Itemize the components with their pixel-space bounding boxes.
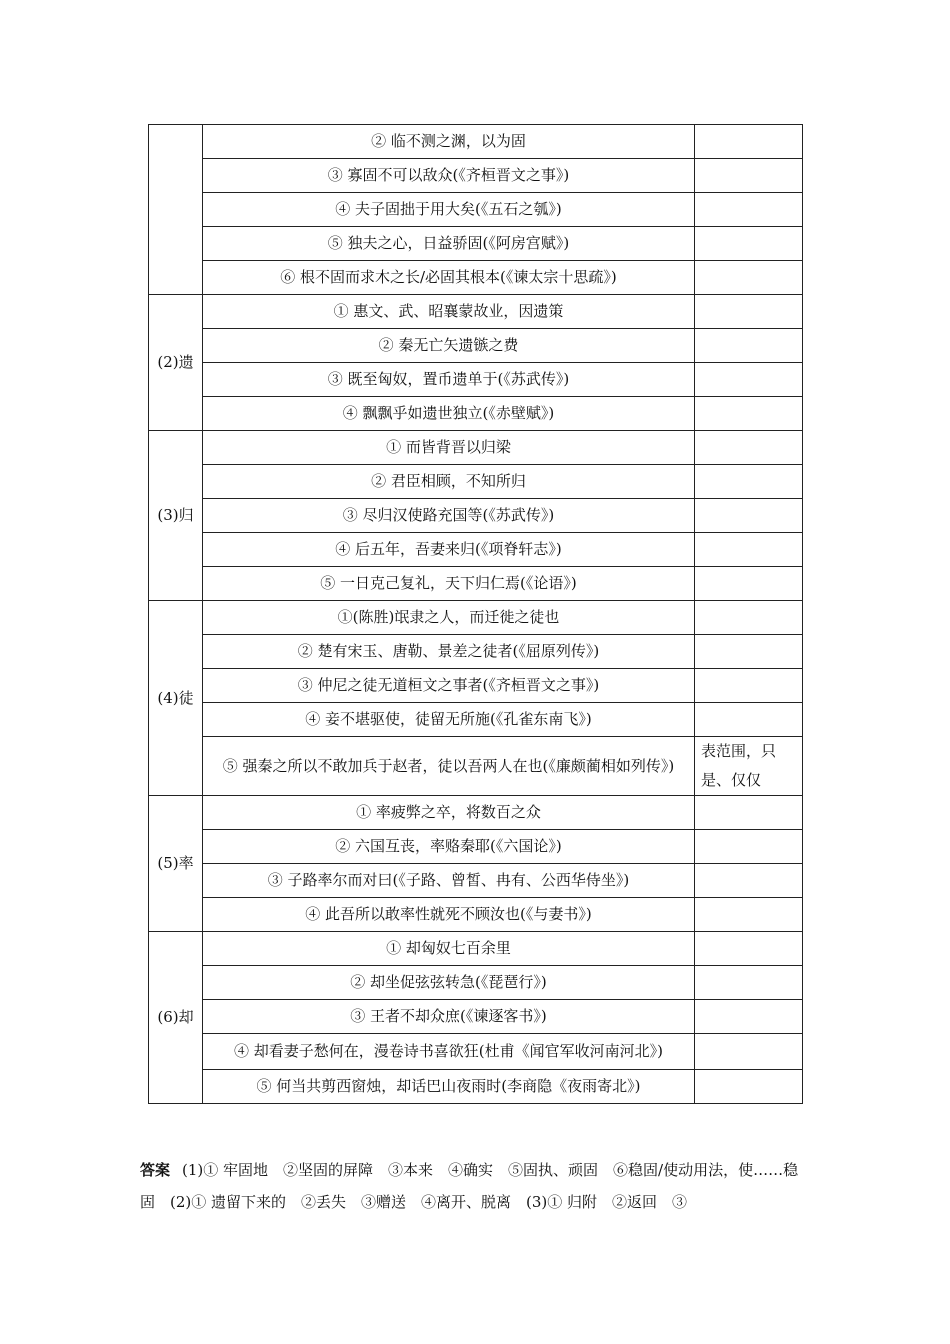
meaning-cell: [695, 1000, 803, 1034]
headword-cell: (4)徒: [149, 601, 203, 796]
meaning-cell: [695, 499, 803, 533]
meaning-cell: [695, 261, 803, 295]
answer-section: [140, 1154, 810, 1218]
meaning-cell: [695, 898, 803, 932]
meaning-cell: [695, 1034, 803, 1070]
example-cell: ② 君臣相顾，不知所归: [203, 465, 695, 499]
example-cell: ② 六国互丧，率赂秦耶(《六国论》): [203, 830, 695, 864]
meaning-cell: [695, 1070, 803, 1104]
meaning-cell: [695, 295, 803, 329]
example-cell: ⑤ 何当共剪西窗烛，却话巴山夜雨时(李商隐《夜雨寄北》): [203, 1070, 695, 1104]
meaning-cell: [695, 966, 803, 1000]
table-row: [149, 431, 803, 465]
example-cell: ① 却匈奴七百余里: [203, 932, 695, 966]
meaning-cell: [695, 227, 803, 261]
meaning-cell: [695, 567, 803, 601]
meaning-cell: [695, 601, 803, 635]
table-row: [149, 295, 803, 329]
table-row: [149, 796, 803, 830]
meaning-cell: [695, 363, 803, 397]
answer-text: (1)① 牢固地 ②坚固的屏障 ③本来 ④确实 ⑤固执、顽固 ⑥稳固/使动用法，使……稳固 (2)① 遗留下来的 ②丢失 ③赠送 ④离开、脱离 (3)① 归附 ②返回 ③: [140, 1161, 799, 1211]
vocabulary-table: [148, 124, 803, 1104]
example-cell: ① 率疲弊之卒，将数百之众: [203, 796, 695, 830]
answer-label: 答案: [140, 1161, 171, 1179]
headword-cell: [149, 125, 203, 295]
meaning-cell: [695, 397, 803, 431]
meaning-cell: [695, 159, 803, 193]
example-cell: ③ 王者不却众庶(《谏逐客书》): [203, 1000, 695, 1034]
meaning-cell: [695, 703, 803, 737]
table-row: [149, 966, 803, 1000]
meaning-cell: [695, 533, 803, 567]
example-cell: ② 却坐促弦弦转急(《琵琶行》): [203, 966, 695, 1000]
table-row: [149, 1034, 803, 1070]
example-cell: ② 秦无亡矢遗镞之费: [203, 329, 695, 363]
table-row: [149, 864, 803, 898]
table-row: [149, 261, 803, 295]
example-cell: ① 而皆背晋以归梁: [203, 431, 695, 465]
table-row: [149, 1000, 803, 1034]
table-row: [149, 1070, 803, 1104]
table-row: [149, 737, 803, 796]
table-row: [149, 363, 803, 397]
example-cell: ② 楚有宋玉、唐勒、景差之徒者(《屈原列传》): [203, 635, 695, 669]
table-row: [149, 669, 803, 703]
headword-cell: (2)遗: [149, 295, 203, 431]
example-cell: ③ 仲尼之徒无道桓文之事者(《齐桓晋文之事》): [203, 669, 695, 703]
table-row: [149, 329, 803, 363]
example-cell: ④ 却看妻子愁何在，漫卷诗书喜欲狂(杜甫《闻官军收河南河北》): [203, 1034, 695, 1070]
table-row: [149, 193, 803, 227]
meaning-cell: [695, 830, 803, 864]
headword-cell: (6)却: [149, 932, 203, 1104]
table-row: [149, 125, 803, 159]
example-cell: ④ 夫子固拙于用大矣(《五石之瓠》): [203, 193, 695, 227]
table-row: [149, 533, 803, 567]
meaning-cell: 表范围，只是、仅仅: [695, 737, 803, 796]
meaning-cell: [695, 329, 803, 363]
meaning-cell: [695, 125, 803, 159]
headword-cell: (5)率: [149, 796, 203, 932]
example-cell: ④ 后五年，吾妻来归(《项脊轩志》): [203, 533, 695, 567]
example-cell: ⑤ 独夫之心，日益骄固(《阿房宫赋》): [203, 227, 695, 261]
table-row: [149, 635, 803, 669]
example-cell: ④ 妾不堪驱使，徒留无所施(《孔雀东南飞》): [203, 703, 695, 737]
table-row: [149, 932, 803, 966]
table-row: [149, 601, 803, 635]
example-cell: ③ 子路率尔而对曰(《子路、曾皙、冉有、公西华侍坐》): [203, 864, 695, 898]
example-cell: ③ 既至匈奴，置币遗单于(《苏武传》): [203, 363, 695, 397]
example-cell: ⑤ 一日克己复礼，天下归仁焉(《论语》): [203, 567, 695, 601]
table-row: [149, 567, 803, 601]
example-cell: ③ 尽归汉使路充国等(《苏武传》): [203, 499, 695, 533]
example-cell: ② 临不测之渊，以为固: [203, 125, 695, 159]
example-cell: ③ 寡固不可以敌众(《齐桓晋文之事》): [203, 159, 695, 193]
meaning-cell: [695, 193, 803, 227]
table-row: [149, 159, 803, 193]
example-cell: ⑥ 根不固而求木之长/必固其根本(《谏太宗十思疏》): [203, 261, 695, 295]
example-cell: ④ 飘飘乎如遗世独立(《赤壁赋》): [203, 397, 695, 431]
meaning-cell: [695, 635, 803, 669]
meaning-cell: [695, 431, 803, 465]
meaning-cell: [695, 796, 803, 830]
meaning-cell: [695, 669, 803, 703]
example-cell: ①(陈胜)氓隶之人，而迁徙之徒也: [203, 601, 695, 635]
table-row: [149, 227, 803, 261]
table-row: [149, 465, 803, 499]
headword-cell: (3)归: [149, 431, 203, 601]
table-row: [149, 499, 803, 533]
table-row: [149, 397, 803, 431]
meaning-cell: [695, 932, 803, 966]
table-row: [149, 830, 803, 864]
example-cell: ④ 此吾所以敢率性就死不顾汝也(《与妻书》): [203, 898, 695, 932]
example-cell: ① 惠文、武、昭襄蒙故业，因遗策: [203, 295, 695, 329]
table-row: [149, 898, 803, 932]
table-row: [149, 703, 803, 737]
example-cell: ⑤ 强秦之所以不敢加兵于赵者，徒以吾两人在也(《廉颇蔺相如列传》): [203, 737, 695, 796]
meaning-cell: [695, 465, 803, 499]
meaning-cell: [695, 864, 803, 898]
